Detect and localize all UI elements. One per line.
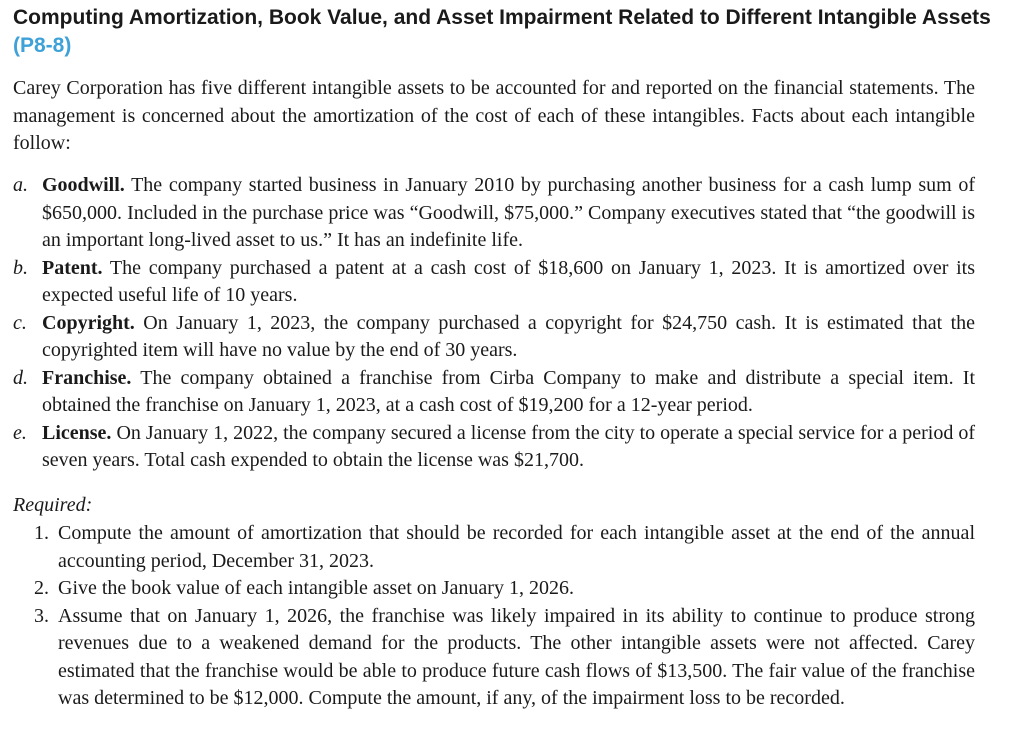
item-letter: e.: [13, 421, 27, 444]
required-item: [34, 575, 975, 603]
title-text: Computing Amortization, Book Value, and Asset Impairment Related to Different Intangible Assets: [13, 6, 991, 29]
item-lead: Patent.: [42, 256, 103, 279]
item-text: On January 1, 2022, the company secured a license from the city to operate a special service for a period of seven years. Total cash expended to obtain the license was $21,700.: [42, 421, 975, 471]
required-item: [34, 603, 975, 713]
list-item: [13, 365, 975, 420]
required-text: Compute the amount of amortization that should be recorded for each intangible asset at the end of the annual accounting period, December 31, 2023.: [58, 522, 975, 572]
item-lead: Goodwill.: [42, 174, 125, 196]
item-lead: License.: [42, 421, 112, 444]
required-number: 2.: [34, 577, 49, 599]
problem-code: (P8-8): [13, 34, 72, 57]
required-list: [34, 520, 975, 713]
item-text: The company obtained a franchise from Cirba Company to make and distribute a special item. It obtained the franchise on January 1, 2023, at a cash cost of $19,200 for a 12-year period.: [42, 366, 976, 416]
required-item: [34, 520, 975, 575]
list-item: [13, 255, 975, 310]
required-text: Give the book value of each intangible asset on January 1, 2026.: [58, 577, 574, 599]
list-item: [13, 172, 975, 255]
problem-title: [13, 4, 1013, 60]
required-number: 3.: [34, 604, 49, 627]
item-letter: d.: [13, 366, 28, 389]
item-text: The company purchased a patent at a cash cost of $18,600 on January 1, 2023. It is amortized over its expected useful life of 10 years.: [42, 256, 975, 306]
list-item: [13, 310, 975, 365]
item-letter: c.: [13, 311, 27, 334]
intro-paragraph: Carey Corporation has five different intangible assets to be accounted for and reported on the financial statements. The management is concerned about the amortization of the cost of each of these intangibles. Facts about each intangible follow:: [13, 77, 975, 154]
item-text: The company started business in January 2010 by purchasing another business for a cash lump sum of $650,000. Included in the purchase price was “Goodwill, $75,000.” Company executives stated that “the goodwill is an important long-lived asset to us.” It has an indefinite life.: [42, 174, 976, 251]
intangible-list: [13, 172, 975, 475]
item-lead: Franchise.: [42, 366, 132, 389]
required-text: Assume that on January 1, 2026, the franchise was likely impaired in its ability to continue to produce strong revenues due to a weakened demand for the products. The other intangible assets were not affected. Carey estimated that the franchise would be able to produce future cash flows of $13,500. The fair value of the franchise was determined to be $12,000. Compute the amount, if any, of the impairment loss to be recorded.: [58, 604, 975, 709]
item-lead: Copyright.: [42, 311, 135, 334]
list-item: [13, 420, 975, 475]
item-text: On January 1, 2023, the company purchased a copyright for $24,750 cash. It is estimated that the copyrighted item will have no value by the end of 30 years.: [42, 311, 976, 361]
required-label: Required:: [13, 494, 93, 516]
item-letter: b.: [13, 256, 28, 279]
item-letter: a.: [13, 174, 28, 196]
required-number: 1.: [34, 522, 49, 544]
